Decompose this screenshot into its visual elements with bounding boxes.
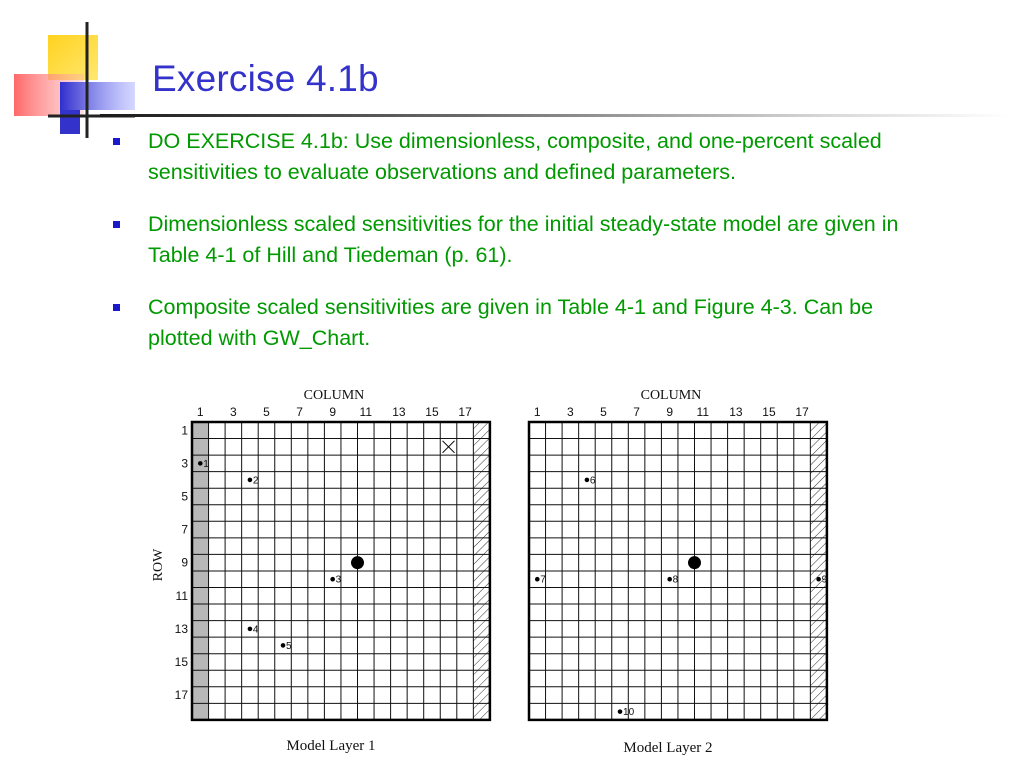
column-tick-label: 9 bbox=[329, 405, 337, 419]
column-tick-label: 13 bbox=[392, 405, 406, 419]
column-tick-label: 7 bbox=[296, 405, 303, 419]
bullet-square-icon bbox=[113, 304, 120, 311]
bullet-text: Dimensionless scaled sensitivities for the initial steady-state model are given in Table 4-1 of Hill and Tiedeman (p. 61). bbox=[148, 212, 899, 267]
row-tick-label: 15 bbox=[174, 654, 188, 669]
title-divider bbox=[100, 114, 1010, 117]
column-tick-label: 15 bbox=[425, 405, 439, 419]
observation-label: 5 bbox=[286, 640, 292, 652]
bullet-item bbox=[108, 209, 908, 270]
column-tick-label: 9 bbox=[666, 405, 674, 419]
observation-label: 10 bbox=[623, 707, 635, 719]
observation-label: 3 bbox=[335, 574, 342, 586]
model-layer-2-grid bbox=[529, 388, 828, 756]
row-tick-label: 1 bbox=[181, 423, 188, 438]
model-grid-figure bbox=[140, 380, 860, 768]
bullet-text: DO EXERCISE 4.1b: Use dimensionless, composite, and one-percent scaled sensitivities to evaluate observations and defined parameters. bbox=[148, 129, 882, 184]
row-tick-label: 17 bbox=[174, 688, 188, 703]
column-tick-label: 11 bbox=[696, 405, 710, 419]
column-tick-label: 11 bbox=[359, 405, 373, 419]
column-tick-label: 13 bbox=[729, 405, 743, 419]
layer-caption: Model Layer 1 bbox=[286, 738, 376, 754]
bullet-list bbox=[108, 126, 908, 375]
observation-label: 9 bbox=[821, 574, 828, 586]
observation-point bbox=[618, 709, 623, 714]
observation-point bbox=[198, 461, 203, 466]
observation-point bbox=[248, 478, 253, 483]
model-layer-1-grid bbox=[175, 388, 490, 754]
column-tick-label: 17 bbox=[458, 405, 472, 419]
column-axis-label: COLUMN bbox=[303, 388, 365, 403]
pumping-well-marker bbox=[351, 556, 364, 569]
observation-label: 8 bbox=[672, 574, 679, 586]
observation-point bbox=[667, 577, 672, 582]
row-tick-label: 3 bbox=[181, 456, 188, 471]
observation-point bbox=[535, 577, 540, 582]
column-tick-label: 17 bbox=[795, 405, 809, 419]
column-tick-label: 3 bbox=[567, 405, 574, 419]
observation-point bbox=[585, 478, 590, 483]
column-tick-label: 1 bbox=[533, 405, 541, 419]
row-tick-label: 13 bbox=[174, 621, 188, 636]
column-tick-label: 5 bbox=[600, 405, 607, 419]
row-axis-label: ROW bbox=[151, 548, 166, 582]
bullet-item bbox=[108, 126, 908, 187]
observation-point bbox=[248, 627, 253, 632]
observation-label: 4 bbox=[252, 624, 259, 636]
pumping-well-marker bbox=[688, 556, 701, 569]
observation-point bbox=[330, 577, 335, 582]
bullet-item bbox=[108, 292, 908, 353]
observation-label: 7 bbox=[540, 574, 546, 586]
row-tick-label: 5 bbox=[181, 489, 188, 504]
observation-label: 2 bbox=[252, 475, 259, 487]
column-tick-label: 15 bbox=[762, 405, 776, 419]
column-tick-label: 5 bbox=[263, 405, 270, 419]
row-tick-label: 11 bbox=[175, 588, 188, 603]
column-tick-label: 7 bbox=[633, 405, 640, 419]
slide-title: Exercise 4.1b bbox=[152, 58, 379, 99]
bullet-square-icon bbox=[113, 138, 120, 145]
row-tick-label: 9 bbox=[181, 555, 188, 570]
observation-label: 6 bbox=[589, 475, 596, 487]
observation-point bbox=[816, 577, 821, 582]
observation-point bbox=[281, 643, 286, 648]
column-axis-label: COLUMN bbox=[640, 388, 702, 403]
bullet-text: Composite scaled sensitivities are given in Table 4-1 and Figure 4-3. Can be plotted with GW_Chart. bbox=[148, 295, 874, 350]
bullet-square-icon bbox=[113, 221, 120, 228]
column-tick-label: 3 bbox=[230, 405, 237, 419]
row-tick-label: 7 bbox=[181, 522, 188, 537]
observation-label: 1 bbox=[203, 458, 209, 470]
column-tick-label: 1 bbox=[196, 405, 204, 419]
layer-caption: Model Layer 2 bbox=[623, 740, 713, 756]
